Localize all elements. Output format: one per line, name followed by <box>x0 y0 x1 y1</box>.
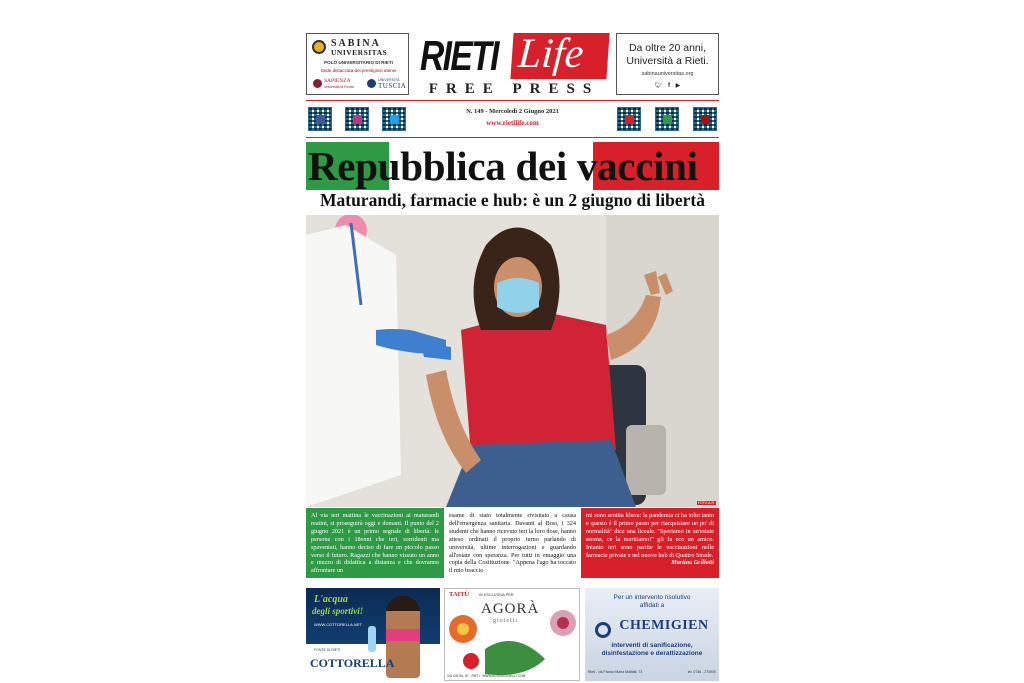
social-bar <box>306 100 719 138</box>
qr-facebook[interactable] <box>308 107 332 131</box>
qr-youtube[interactable] <box>693 107 717 131</box>
article-col-1 <box>306 508 444 578</box>
promo-social <box>617 82 718 89</box>
tripadvisor-icon <box>663 115 672 124</box>
instagram-icon <box>353 115 362 124</box>
article-col-3 <box>581 508 719 578</box>
qr-flickr[interactable] <box>617 107 641 131</box>
agora-exclusive: IN ESCLUSIVA PER <box>479 593 514 597</box>
flickr-icon <box>625 115 634 124</box>
masthead-rieti: RIETI <box>420 32 498 79</box>
promo-line2: Università a Rieti. <box>626 55 709 67</box>
article-col-2 <box>444 508 581 578</box>
cottorella-slogan2: degli sportivi! <box>312 606 364 616</box>
partner2-top: UNIVERSITÀ <box>378 78 400 82</box>
masthead <box>416 30 611 102</box>
youtube-icon <box>701 115 710 124</box>
headline-part-red: vaccini <box>576 143 698 189</box>
youtube-icon[interactable]: ▶ <box>675 83 681 89</box>
sabina-subtitle: POLO UNIVERSITARIO DI RIETI <box>324 60 393 65</box>
article-col-1-text: Al via ieri mattina le vaccinazioni ai maturandi reatini, si proseguirà oggi e domani. Il punto del 2 giugno 2021 è un primo segnale di libertà: le persone con i 18enni che ieri, sorridenti ma spaventati, hanno deciso di fare un piccolo passo verso il futuro. Ragazzi che hanno vissuto un anno e mezzo di didattica a distanza e che dovranno affrontare un <box>311 512 439 575</box>
masthead-life-box <box>510 33 609 79</box>
partner2-name: TUSCIA <box>378 82 407 90</box>
ad-chemigien[interactable] <box>585 588 719 681</box>
agora-footer: VIA CINTIA, 87 - RIETI · WWW.AGORAGIOIELLI.COM <box>447 674 526 678</box>
headline-part-white: lica dei <box>445 143 577 189</box>
agora-name: AGORÀ <box>481 601 540 617</box>
sabina-line2: UNIVERSITAS <box>331 48 388 57</box>
cottorella-slogan1: L'acqua <box>314 594 348 605</box>
chemigien-services2: disinfestazione e derattizzazione <box>601 650 703 657</box>
ad-cottorella[interactable] <box>306 588 440 681</box>
article-col-3-text: mi sono sentita libera: la pandemia ci ha tolto tanto e questo è il primo passo per riacquistare un po' di normalità" dice una liceale. "Speriamo in un'estate serena, ce la meritiamo!" gli fa eco un amico. Intanto ieri sono partite le vaccinazioni nelle farmacie private e nel nuovo hub di Quattro Strade. <box>586 512 714 559</box>
university-promo-box[interactable] <box>616 33 719 95</box>
headline-subtitle: Maturandi, farmacie e hub: è un 2 giugno di libertà <box>319 190 705 210</box>
twitter-icon[interactable]: 🐦︎ <box>654 83 663 89</box>
agora-sub: gioielli <box>493 618 518 624</box>
facebook-icon[interactable]: f <box>668 83 670 89</box>
chemigien-brand: CHEMIGIEN <box>619 618 709 633</box>
ad-agora-gioielli[interactable] <box>444 588 580 681</box>
chemigien-line1: Per un intervento risolutivo <box>613 594 691 601</box>
newspaper-front-page <box>306 30 719 678</box>
partner1-name: SAPIENZA <box>324 78 351 84</box>
agora-brand-top: TAITÙ <box>449 591 470 598</box>
sabina-universitas-box[interactable] <box>306 33 409 95</box>
qr-twitter[interactable] <box>382 107 406 131</box>
article-col-2-text: esame di stato totalmente rivisitato a causa dell'emergenza sanitaria. Davanti al Bosi, i 324 studenti che hanno ricevuto ieri la loro dose, hanno atteso ordinati il proprio turno parlando di università, ultime interrogazioni e guardando all'estate con speranza. Per tutti in omaggio una copia della Costituzione. "Appena l'ago ha toccato il mio braccio <box>449 512 576 575</box>
promo-url[interactable]: sabinauniversitas.org <box>641 71 694 77</box>
sabina-line1: SABINA <box>331 38 381 49</box>
cottorella-small: FONTE DI RIETI <box>314 648 341 652</box>
sabina-logo-icon <box>312 40 326 54</box>
issue-info: N. 149 - Mercoledì 2 Giugno 2021 <box>466 108 559 115</box>
promo-line1: Da oltre 20 anni, <box>628 42 707 54</box>
facebook-icon <box>316 115 325 124</box>
flower-illustration <box>445 589 580 681</box>
chemigien-address: Rieti - via Franco Maria Malfatti, 73 <box>588 670 643 674</box>
headline <box>308 142 721 190</box>
photo-illustration <box>306 215 719 507</box>
cottorella-url[interactable]: WWW.COTTORELLA.NET <box>314 622 362 627</box>
sabina-tagline: Sede distaccata dei prestigiosi atenei <box>320 68 397 73</box>
chemigien-line2: affidati a <box>639 602 665 609</box>
sapienza-logo-icon <box>313 79 322 88</box>
masthead-life: Life <box>516 31 586 77</box>
masthead-subtitle: FREE PRESS <box>428 81 600 97</box>
photo-credit: FOTO A.R. <box>697 501 715 505</box>
chemigien-services1: interventi di sanificazione, <box>611 642 693 649</box>
water-bottle-icon <box>368 626 376 652</box>
twitter-icon <box>390 115 399 124</box>
article-author: Martina Grillotti <box>671 559 714 567</box>
partner1-sub: Università di Roma <box>324 85 354 89</box>
chemigien-phone: tel. 0746 - 270900 <box>687 670 716 674</box>
qr-tripadvisor[interactable] <box>655 107 679 131</box>
tuscia-logo-icon <box>367 79 376 88</box>
headline-band <box>306 142 719 190</box>
website-link[interactable]: www.rietilife.com <box>486 119 539 127</box>
cottorella-brand: COTTORELLA <box>310 656 395 670</box>
headline-part-green: Repubb <box>308 143 446 189</box>
qr-instagram[interactable] <box>345 107 369 131</box>
cover-photo <box>306 215 719 507</box>
